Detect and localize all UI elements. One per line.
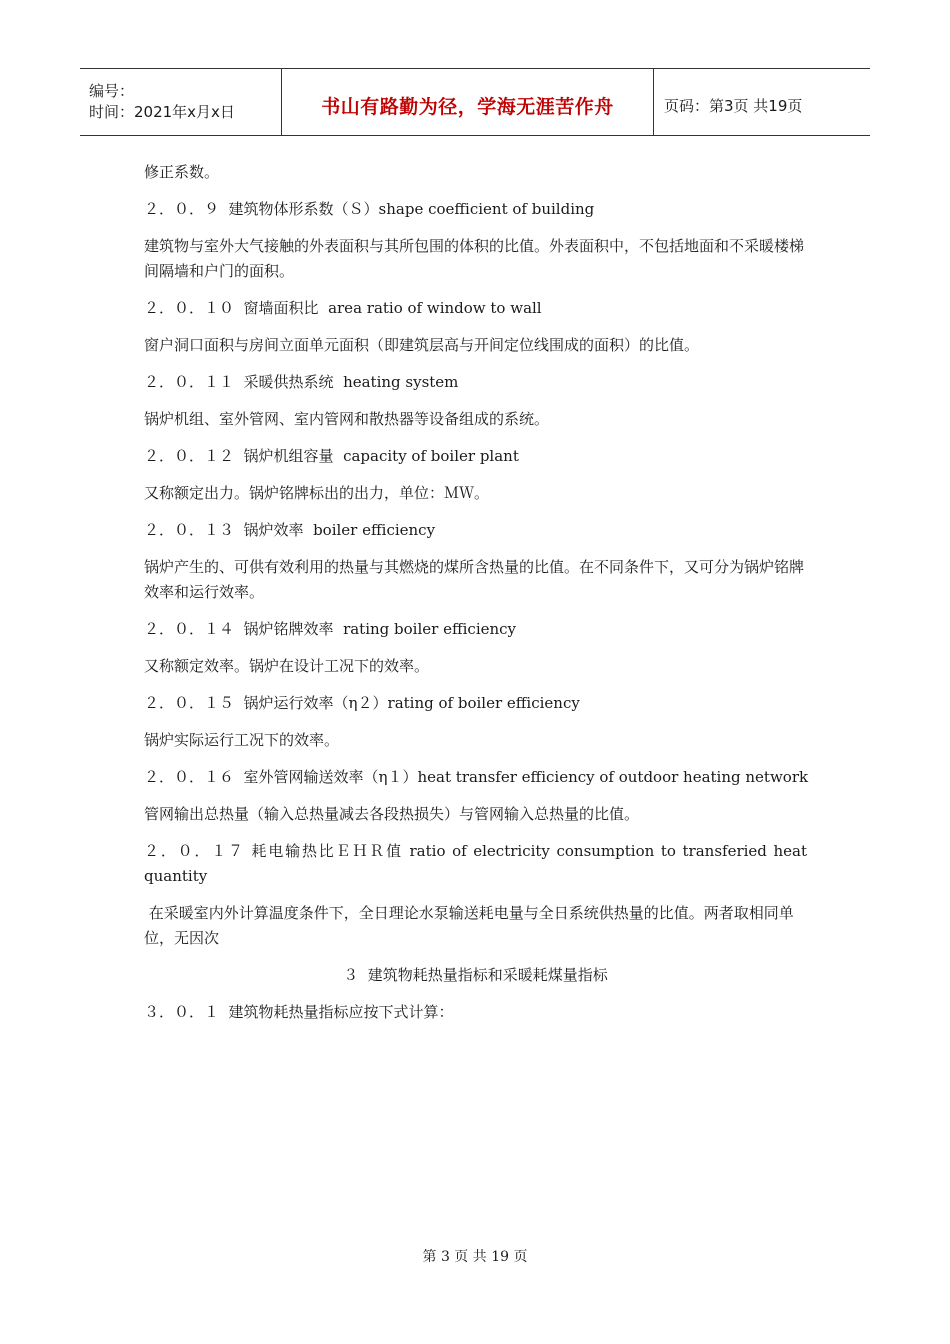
clause-heading: ３．０．１ 建筑物耗热量指标应按下式计算：: [144, 1003, 454, 1021]
paragraph: 锅炉实际运行工况下的效率。: [144, 731, 340, 749]
clause-heading: ２．０．１０ 窗墙面积比 area ratio of window to wall: [144, 299, 542, 317]
paragraph: 修正系数。: [144, 163, 220, 181]
paragraph: 又称额定效率。锅炉在设计工况下的效率。: [144, 657, 430, 675]
clause-heading: ２．０．１５ 锅炉运行效率（η２）rating of boiler efficiency: [144, 694, 580, 712]
header-page-number: 页码：第3页 共19页: [664, 96, 803, 115]
document-date-label: 时间：2021年x月x日: [89, 103, 235, 121]
paragraph: 锅炉机组、室外管网、室内管网和散热器等设备组成的系统。: [144, 410, 550, 428]
page-footer: 第 3 页 共 19 页: [422, 1249, 528, 1265]
clause-heading: ２．０．１６ 室外管网输送效率（η１）heat transfer efficiency of outdoor heating network: [144, 768, 809, 786]
page-header: [80, 68, 870, 136]
paragraph: 窗户洞口面积与房间立面单元面积（即建筑层高与开间定位线围成的面积）的比值。: [144, 336, 700, 354]
paragraph: 管网输出总热量（输入总热量减去各段热损失）与管网输入总热量的比值。: [144, 805, 640, 823]
paragraph: 建筑物与室外大气接触的外表面积与其所包围的体积的比值。外表面积中，不包括地面和不采暖楼梯间隔墙和户门的面积。: [144, 237, 805, 280]
header-motto: 书山有路勤为径，学海无涯苦作舟: [321, 95, 614, 118]
header-meta: [80, 69, 281, 135]
section-heading: ３ 建筑物耗热量指标和采暖耗煤量指标: [343, 966, 608, 984]
clause-heading: ２．０．１４ 锅炉铭牌效率 rating boiler efficiency: [144, 620, 517, 638]
clause-heading: ２．０．９ 建筑物体形系数（Ｓ）shape coefficient of building: [144, 200, 595, 218]
paragraph: 在采暖室内外计算温度条件下，全日理论水泵输送耗电量与全日系统供热量的比值。两者取相同单位，无因次: [144, 904, 794, 947]
paragraph: 又称额定出力。锅炉铭牌标出的出力，单位：ＭＷ。: [144, 484, 490, 502]
header-motto-cell: [281, 69, 654, 135]
clause-heading: ２．０．１２ 锅炉机组容量 capacity of boiler plant: [144, 447, 519, 465]
document-number-label: 编号：: [89, 82, 135, 100]
document-body: [144, 160, 807, 1037]
clause-heading: ２．０．１１ 采暖供热系统 heating system: [144, 373, 459, 391]
clause-heading: ２．０．１７ 耗电输热比ＥＨＲ值 ratio of electricity consumption to transferied heat quantity: [144, 842, 807, 885]
paragraph: 锅炉产生的、可供有效利用的热量与其燃烧的煤所含热量的比值。在不同条件下，又可分为锅炉铭牌效率和运行效率。: [144, 558, 805, 601]
clause-heading: ２．０．１３ 锅炉效率 boiler efficiency: [144, 521, 436, 539]
